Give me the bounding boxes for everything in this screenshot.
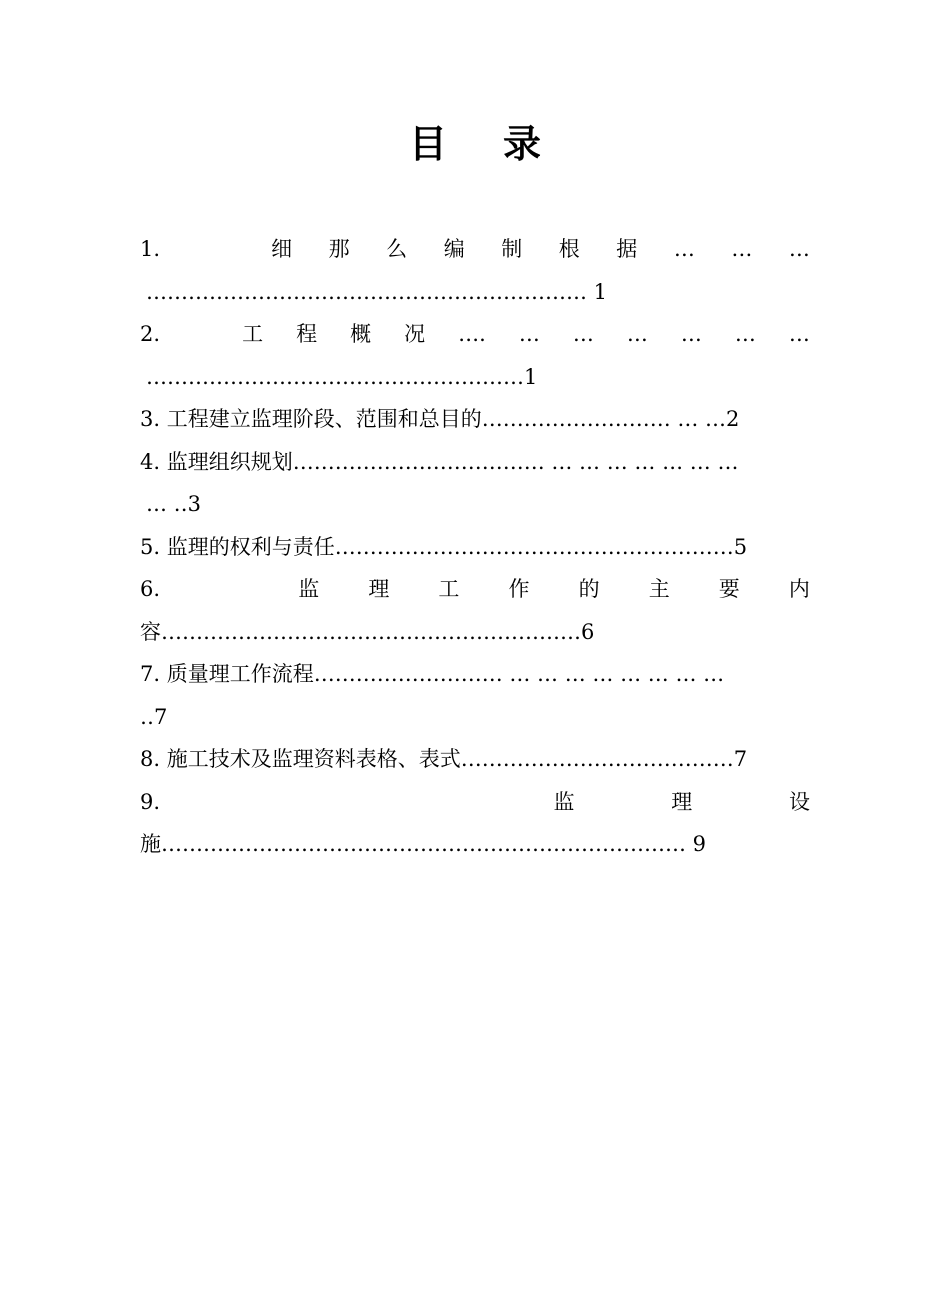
- toc-text: 概: [350, 322, 372, 346]
- toc-text: 作: [508, 577, 530, 601]
- toc-text: …: [680, 322, 702, 346]
- toc-text: …: [788, 322, 810, 346]
- toc-text: 编: [443, 237, 465, 261]
- title-char-1: 目: [408, 121, 447, 166]
- toc-text: 6.: [140, 577, 161, 601]
- toc-entry-8[interactable]: [140, 738, 810, 781]
- toc-entry-2-line-2: ………………………………………………1: [146, 364, 538, 389]
- toc-text: 9.: [140, 789, 161, 814]
- toc-text: …: [788, 237, 810, 261]
- toc-entry-8-line-1: 8. 施工技术及监理资料表格、表式…………………………………7: [140, 747, 748, 771]
- toc-spacer: [209, 568, 249, 611]
- toc-text: 工: [438, 577, 460, 601]
- toc-text: 制: [501, 237, 523, 261]
- toc-entry-4[interactable]: [140, 441, 810, 526]
- toc-entry-9-line-2: 施………………………………………………………………… 9: [140, 832, 707, 856]
- toc-entry-9-line-1: [140, 781, 810, 824]
- toc-text: 设: [788, 789, 810, 814]
- toc-text: 内: [788, 577, 810, 601]
- toc-text: …: [673, 237, 695, 261]
- toc-text: …: [731, 237, 753, 261]
- toc-entry-7-line-1: 7. 质量理工作流程……………………… … … … … … … … …: [140, 662, 725, 686]
- toc-entry-5[interactable]: [140, 526, 810, 569]
- toc-entry-2-line-1: [140, 313, 810, 356]
- table-of-contents: [140, 228, 810, 866]
- toc-entry-9[interactable]: [140, 781, 810, 866]
- toc-text: 程: [296, 322, 318, 346]
- toc-text: 根: [558, 237, 580, 261]
- toc-text: 监: [553, 789, 575, 814]
- toc-text: …: [572, 322, 594, 346]
- toc-text: 监: [298, 577, 320, 601]
- toc-spacer: [193, 313, 209, 356]
- toc-text: 么: [386, 237, 408, 261]
- toc-entry-7[interactable]: [140, 653, 810, 738]
- toc-text: …: [734, 322, 756, 346]
- toc-entry-6[interactable]: [140, 568, 810, 653]
- toc-text: 理: [368, 577, 390, 601]
- toc-entry-2[interactable]: [140, 313, 810, 398]
- toc-entry-3-line-1: 3. 工程建立监理阶段、范围和总目的……………………… … …2: [140, 407, 740, 431]
- toc-text: 那: [328, 237, 350, 261]
- toc-text: 要: [718, 577, 740, 601]
- toc-entry-7-line-2: ‥7: [140, 704, 168, 729]
- toc-text: …: [626, 322, 648, 346]
- toc-entry-4-line-1: 4. 监理组织规划……………………………… … … … … … … …: [140, 449, 739, 474]
- toc-entry-6-line-1: [140, 568, 810, 611]
- toc-text: 工: [242, 322, 264, 346]
- page-title: [0, 118, 950, 170]
- toc-text: …: [518, 322, 540, 346]
- toc-text: 况: [404, 322, 426, 346]
- toc-entry-1-line-2: ……………………………………………………… 1: [146, 279, 608, 304]
- toc-spacer: [257, 781, 457, 824]
- toc-text: 据: [616, 237, 638, 261]
- toc-entry-5-line-1: 5. 监理的权利与责任…………………………………………………5: [140, 534, 748, 559]
- toc-entry-1-line-1: [140, 228, 810, 271]
- toc-entry-6-line-2: 容……………………………………………………6: [140, 619, 595, 644]
- toc-entry-1[interactable]: [140, 228, 810, 313]
- toc-text: 1.: [140, 237, 161, 261]
- toc-text: 细: [271, 237, 293, 261]
- toc-spacer: [197, 228, 235, 271]
- toc-text: 理: [671, 789, 693, 814]
- toc-entry-4-line-2: … ‥3: [146, 492, 202, 516]
- toc-text: 的: [578, 577, 600, 601]
- toc-text: 主: [648, 577, 670, 601]
- toc-text: ….: [458, 322, 486, 346]
- toc-entry-3[interactable]: [140, 398, 810, 441]
- toc-text: 2.: [140, 322, 161, 346]
- title-char-2: 录: [503, 121, 542, 166]
